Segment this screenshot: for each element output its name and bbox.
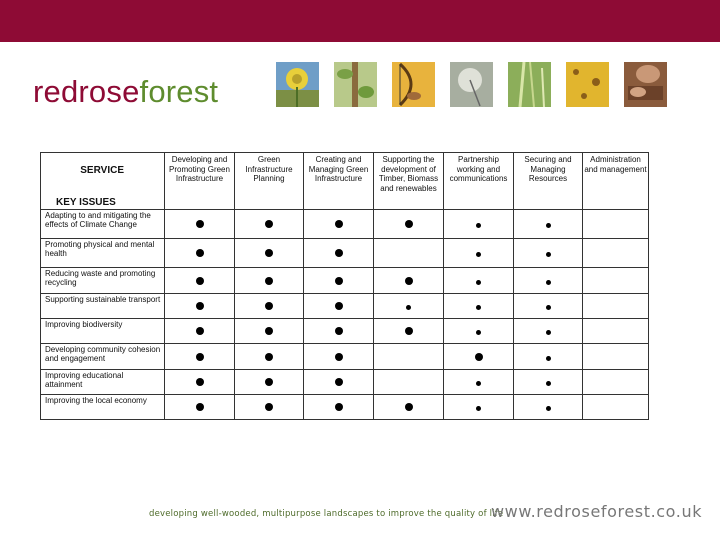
- mark-cell: [444, 268, 514, 294]
- mark-cell: [165, 395, 235, 420]
- mark-cell: [444, 344, 514, 370]
- mark-cell: [444, 370, 514, 395]
- mark-cell: [304, 239, 374, 268]
- small-dot-marker: [546, 381, 551, 386]
- large-dot-marker: [196, 327, 204, 335]
- key-issue-cell: Improving the local economy: [41, 395, 165, 420]
- large-dot-marker: [265, 353, 273, 361]
- mark-cell: [583, 294, 649, 319]
- grass-stems-photo: [508, 62, 551, 107]
- table-row: [41, 239, 649, 268]
- large-dot-marker: [196, 277, 204, 285]
- small-dot-marker: [476, 381, 481, 386]
- large-dot-marker: [335, 277, 343, 285]
- mark-cell: [235, 344, 304, 370]
- mark-cell: [514, 239, 583, 268]
- large-dot-marker: [196, 353, 204, 361]
- column-header: Supporting the development of Timber, Biomass and renewables: [374, 153, 444, 210]
- large-dot-marker: [265, 302, 273, 310]
- mark-cell: [374, 239, 444, 268]
- large-dot-marker: [405, 403, 413, 411]
- large-dot-marker: [335, 302, 343, 310]
- small-dot-marker: [476, 252, 481, 257]
- photo-strip: [0, 62, 720, 108]
- mark-cell: [304, 268, 374, 294]
- mark-cell: [235, 294, 304, 319]
- mark-cell: [514, 210, 583, 239]
- column-header: Partnership working and communications: [444, 153, 514, 210]
- mark-cell: [235, 395, 304, 420]
- tree-branch-photo: [334, 62, 377, 107]
- mark-cell: [304, 344, 374, 370]
- large-dot-marker: [475, 353, 483, 361]
- mark-cell: [514, 294, 583, 319]
- large-dot-marker: [196, 249, 204, 257]
- mark-cell: [583, 344, 649, 370]
- table-row: [41, 268, 649, 294]
- mark-cell: [374, 210, 444, 239]
- key-issue-cell: Improving biodiversity: [41, 319, 165, 344]
- mark-cell: [374, 268, 444, 294]
- key-issues-table: [40, 152, 649, 420]
- mark-cell: [165, 294, 235, 319]
- sunflower-photo: [276, 62, 319, 107]
- mark-cell: [374, 395, 444, 420]
- large-dot-marker: [196, 220, 204, 228]
- column-header: Administration and management: [583, 153, 649, 210]
- small-dot-marker: [476, 223, 481, 228]
- large-dot-marker: [335, 249, 343, 257]
- mark-cell: [165, 319, 235, 344]
- column-header: Creating and Managing Green Infrastructure: [304, 153, 374, 210]
- mark-cell: [235, 210, 304, 239]
- table-row: [41, 294, 649, 319]
- table-corner-cell: [41, 153, 165, 210]
- large-dot-marker: [265, 378, 273, 386]
- footer-tagline: developing well-wooded, multipurpose landscapes to improve the quality of life: [149, 509, 504, 519]
- large-dot-marker: [265, 220, 273, 228]
- key-issue-cell: Promoting physical and mental health: [41, 239, 165, 268]
- mark-cell: [165, 239, 235, 268]
- mark-cell: [165, 210, 235, 239]
- mark-cell: [583, 370, 649, 395]
- mark-cell: [514, 344, 583, 370]
- table-header-row: [41, 153, 649, 210]
- mark-cell: [583, 210, 649, 239]
- mark-cell: [374, 344, 444, 370]
- mark-cell: [514, 319, 583, 344]
- hands-and-wood-photo: [624, 62, 667, 107]
- column-header: Green Infrastructure Planning: [235, 153, 304, 210]
- table-row: [41, 210, 649, 239]
- mark-cell: [235, 370, 304, 395]
- large-dot-marker: [265, 403, 273, 411]
- column-header: Securing and Managing Resources: [514, 153, 583, 210]
- mark-cell: [304, 294, 374, 319]
- mark-cell: [583, 268, 649, 294]
- large-dot-marker: [405, 220, 413, 228]
- column-header: Developing and Promoting Green Infrastructure: [165, 153, 235, 210]
- large-dot-marker: [335, 220, 343, 228]
- small-dot-marker: [546, 356, 551, 361]
- mark-cell: [304, 395, 374, 420]
- key-issue-cell: Supporting sustainable transport: [41, 294, 165, 319]
- mark-cell: [374, 319, 444, 344]
- large-dot-marker: [196, 302, 204, 310]
- table-row: [41, 319, 649, 344]
- key-issue-cell: Improving educational attainment: [41, 370, 165, 395]
- key-issue-cell: Reducing waste and promoting recycling: [41, 268, 165, 294]
- mark-cell: [583, 319, 649, 344]
- mark-cell: [514, 370, 583, 395]
- mark-cell: [235, 268, 304, 294]
- mark-cell: [583, 239, 649, 268]
- mark-cell: [444, 210, 514, 239]
- large-dot-marker: [196, 378, 204, 386]
- large-dot-marker: [405, 327, 413, 335]
- large-dot-marker: [265, 327, 273, 335]
- large-dot-marker: [265, 249, 273, 257]
- large-dot-marker: [335, 327, 343, 335]
- key-issue-cell: Developing community cohesion and engagement: [41, 344, 165, 370]
- large-dot-marker: [196, 403, 204, 411]
- mark-cell: [235, 319, 304, 344]
- mark-cell: [165, 344, 235, 370]
- dandelion-seed-photo: [450, 62, 493, 107]
- small-dot-marker: [406, 305, 411, 310]
- small-dot-marker: [476, 330, 481, 335]
- yellow-leaf-photo: [566, 62, 609, 107]
- mark-cell: [165, 268, 235, 294]
- mark-cell: [444, 395, 514, 420]
- small-dot-marker: [546, 280, 551, 285]
- mark-cell: [444, 294, 514, 319]
- mark-cell: [514, 395, 583, 420]
- mark-cell: [444, 239, 514, 268]
- archery-bow-photo: [392, 62, 435, 107]
- large-dot-marker: [335, 403, 343, 411]
- footer-url[interactable]: www.redroseforest.co.uk: [491, 502, 703, 521]
- mark-cell: [165, 370, 235, 395]
- mark-cell: [583, 395, 649, 420]
- large-dot-marker: [335, 378, 343, 386]
- small-dot-marker: [546, 305, 551, 310]
- mark-cell: [304, 210, 374, 239]
- mark-cell: [374, 370, 444, 395]
- mark-cell: [304, 370, 374, 395]
- key-issues-label: KEY ISSUES: [56, 197, 116, 208]
- small-dot-marker: [476, 305, 481, 310]
- small-dot-marker: [546, 252, 551, 257]
- table-body: [41, 210, 649, 420]
- mark-cell: [444, 319, 514, 344]
- small-dot-marker: [546, 330, 551, 335]
- header-bar: [0, 0, 720, 42]
- large-dot-marker: [405, 277, 413, 285]
- large-dot-marker: [265, 277, 273, 285]
- mark-cell: [304, 319, 374, 344]
- small-dot-marker: [476, 280, 481, 285]
- table-row: [41, 370, 649, 395]
- mark-cell: [235, 239, 304, 268]
- logo-text-redrose: redrose: [33, 74, 140, 109]
- table-row: [41, 395, 649, 420]
- logo-text-forest: forest: [139, 74, 219, 109]
- small-dot-marker: [476, 406, 481, 411]
- mark-cell: [374, 294, 444, 319]
- large-dot-marker: [335, 353, 343, 361]
- mark-cell: [514, 268, 583, 294]
- small-dot-marker: [546, 406, 551, 411]
- key-issue-cell: Adapting to and mitigating the effects of Climate Change: [41, 210, 165, 239]
- table-row: [41, 344, 649, 370]
- service-label: SERVICE: [80, 165, 124, 176]
- small-dot-marker: [546, 223, 551, 228]
